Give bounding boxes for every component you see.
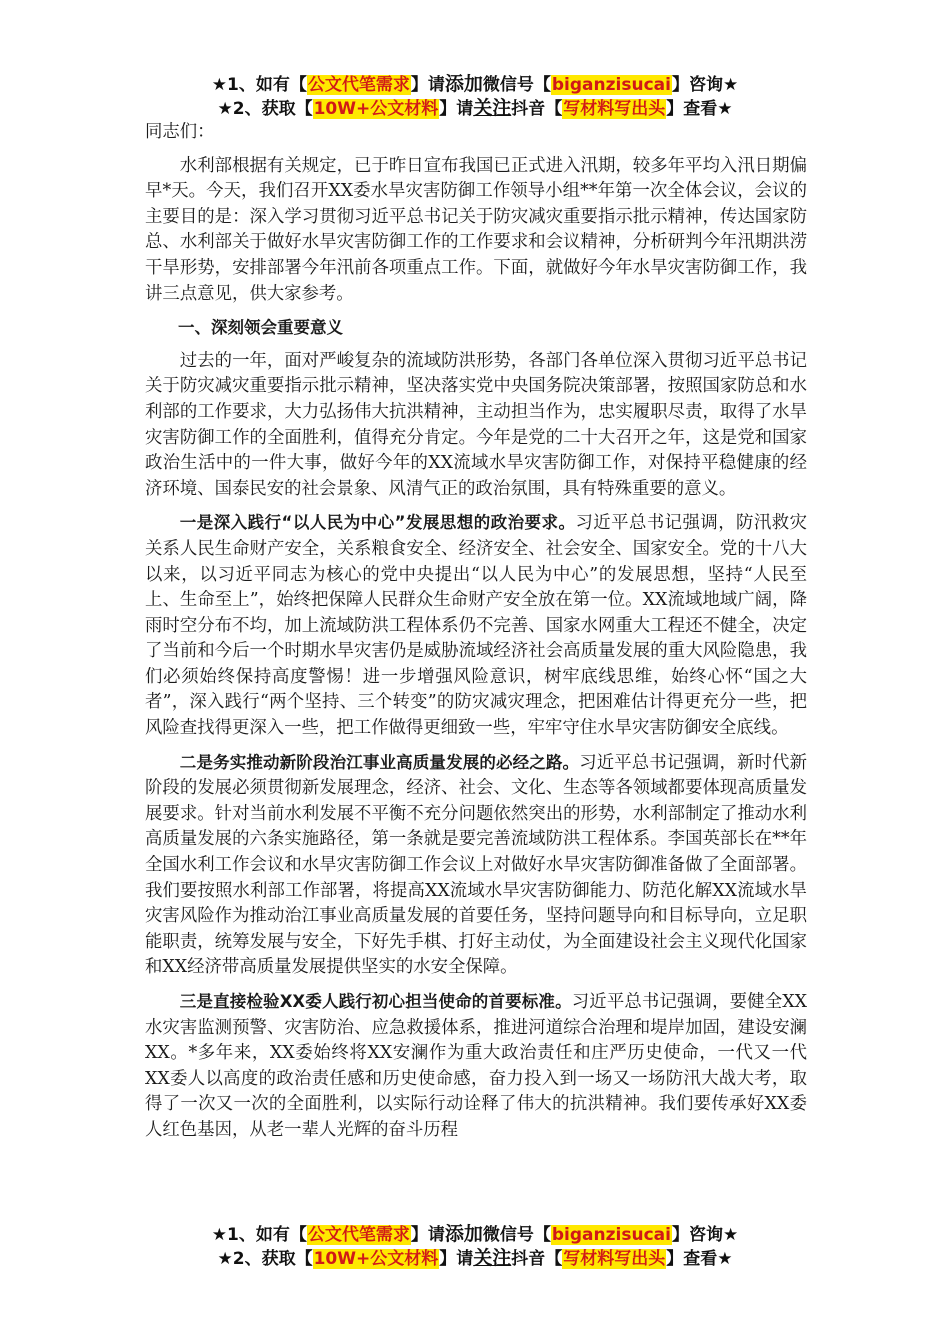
point-lead-1: 一是深入践行“以人民为中心”发展思想的政治要求。 (179, 513, 576, 533)
promo-banner-bottom (0, 1222, 950, 1270)
point-paragraph-2: 二是务实推动新阶段治江事业高质量发展的必经之路。习近平总书记强调，新时代新阶段的发展必须贯彻新发展理念，经济、社会、文化、生态等各领域都要体现高质量发展要求。针对当前水利发展不平衡不充分问题依然突出的形势，水利部制定了推动水利高质量发展的六条实施路径，第一条就是要完善流域防洪工程体系。李国英部长在**年全国水利工作会议和水旱灾害防御工作会议上对做好水旱灾害防御准备做了全面部署。我们要按照水利部工作部署，将提高XX流域水旱灾害防御能力、防范化解XX流域水旱灾害风险作为推动治江事业高质量发展的首要任务，坚持问题导向和目标导向，立足职能职责，统筹发展与安全，下好先手棋、打好主动仗，为全面建设社会主义现代化国家和XX经济带高质量发展提供坚实的水安全保障。 (145, 752, 807, 978)
highlight-service: 公文代笔需求 (307, 1225, 410, 1245)
highlight-douyin-account: 写材料写出头 (563, 1249, 666, 1269)
section-paragraph: 过去的一年，面对严峻复杂的流域防洪形势，各部门各单位深入贯彻习近平总书记关于防灾减灾重要指示批示精神，坚决落实党中央国务院决策部署，按照国家防总和水利部的工作要求，大力弘扬伟大抗洪精神，主动担当作为，忠实履职尽责，取得了水旱灾害防御工作的全面胜利，值得充分肯定。今年是党的二十大召开之年，这是党和国家政治生活中的一件大事，做好今年的XX流域水旱灾害防御工作，对保持平稳健康的经济环境、国泰民安的社会景象、风清气正的政治氛围，具有特殊重要的意义。 (145, 350, 807, 499)
point-lead-3: 三是直接检验XX委人践行初心担当使命的首要标准。 (179, 992, 572, 1011)
speech-body (145, 120, 807, 1152)
promo-line-2: ★2、获取【10W+公文材料】请关注抖音【写材料写出头】查看★ (217, 97, 733, 119)
intro-paragraph: 水利部根据有关规定，已于昨日宣布我国已正式进入汛期，较多年平均入汛日期偏早*天。今天，我们召开XX委水旱灾害防御工作领导小组**年第一次全体会议，会议的主要目的是：深入学习贯彻习近平总书记关于防灾减灾重要指示批示精神，传达国家防总、水利部关于做好水旱灾害防御工作的工作要求和会议精神，分析研判今年汛期洪涝干旱形势，安排部署今年汛前各项重点工作。下面，就做好今年水旱灾害防御工作，我讲三点意见，供大家参考。 (145, 155, 807, 304)
highlight-douyin-account: 写材料写出头 (563, 99, 666, 119)
point-paragraph-1: 一是深入践行“以人民为中心”发展思想的政治要求。习近平总书记强调，防汛救灾关系人民生命财产安全，关系粮食安全、经济安全、社会安全、国家安全。党的十八大以来，以习近平同志为核心的党中央提出“以人民为中心”的发展思想，坚持“人民至上、生命至上”，始终把保障人民群众生命财产安全放在第一位。XX流域地域广阔，降雨时空分布不均，加上流域防洪工程体系仍不完善、国家水网重大工程还不健全，决定了当前和今后一个时期水旱灾害仍是威胁流域经济社会高质量发展的重大风险隐患，我们必须始终保持高度警惕！进一步增强风险意识，树牢底线思维，始终心怀“国之大者”，深入践行“两个坚持、三个转变”的防灾减灾理念，把困难估计得更充分一些，把风险查找得更深入一些，把工作做得更细致一些，牢牢守住水旱灾害防御安全底线。 (145, 513, 807, 739)
promo-line-2: ★2、获取【10W+公文材料】请关注抖音【写材料写出头】查看★ (217, 1247, 733, 1269)
promo-line-1: ★1、如有【公文代笔需求】请添加微信号【biganzisucai】咨询★ (211, 73, 739, 95)
highlight-materials: 10W+公文材料 (313, 99, 439, 119)
highlight-materials: 10W+公文材料 (313, 1249, 439, 1269)
section-heading: 一、深刻领会重要意义 (178, 318, 343, 338)
highlight-wechat-id: biganzisucai (551, 1225, 671, 1245)
salutation: 同志们： (145, 122, 215, 142)
promo-banner-top (0, 72, 950, 120)
highlight-wechat-id: biganzisucai (551, 75, 671, 95)
point-lead-2: 二是务实推动新阶段治江事业高质量发展的必经之路。 (179, 752, 580, 772)
highlight-service: 公文代笔需求 (307, 75, 410, 95)
promo-line-1: ★1、如有【公文代笔需求】请添加微信号【biganzisucai】咨询★ (211, 1223, 739, 1245)
point-paragraph-3: 三是直接检验XX委人践行初心担当使命的首要标准。习近平总书记强调，要健全XX水灾害监测预警、灾害防治、应急救援体系，推进河道综合治理和堤岸加固，建设安澜XX。*多年来，XX委始终将XX安澜作为重大政治责任和庄严历史使命，一代又一代XX委人以高度的政治责任感和历史使命感，奋力投入到一场又一场防汛大战大考，取得了一次又一次的全面胜利，以实际行动诠释了伟大的抗洪精神。我们要传承好XX委人红色基因，从老一辈人光辉的奋斗历程 (145, 992, 808, 1140)
